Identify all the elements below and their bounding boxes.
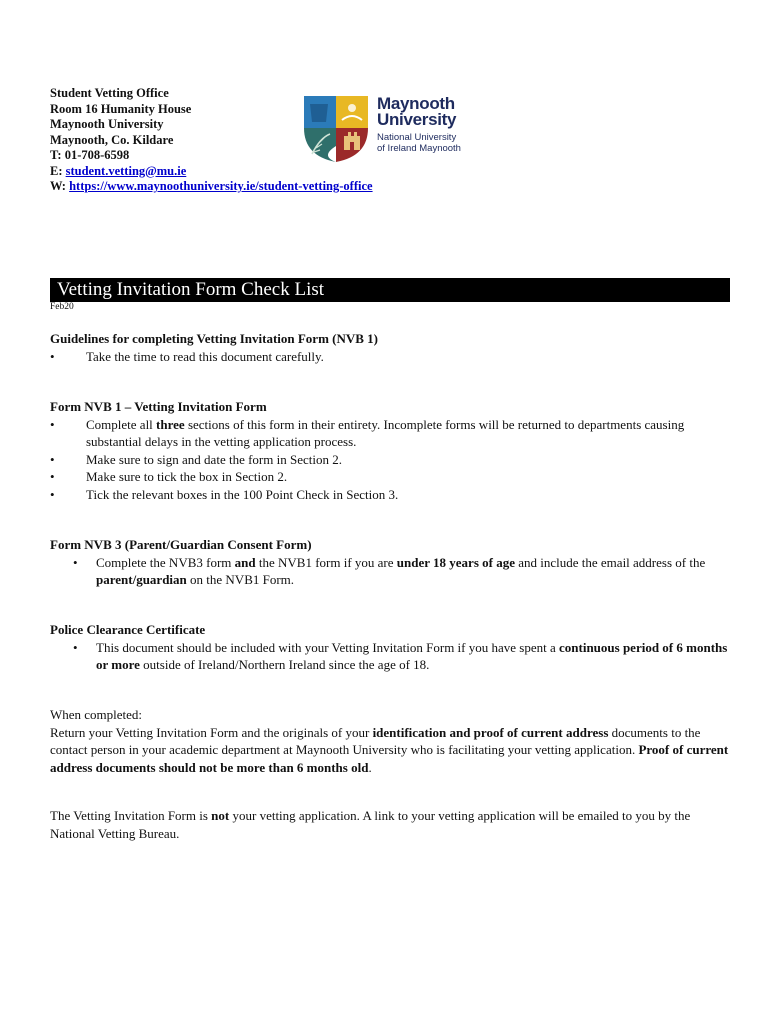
nvb3-heading: Form NVB 3 (Parent/Guardian Consent Form) xyxy=(50,537,312,552)
list-item: • Complete all three sections of this form in their entirety. Incomplete forms will be returned to departments causing substantial delays in the vetting application process. xyxy=(50,416,685,449)
nvb1-heading: Form NVB 1 – Vetting Invitation Form xyxy=(50,399,267,414)
web-line: W: https://www.maynoothuniversity.ie/student-vetting-office xyxy=(50,179,373,193)
bullet-icon: • xyxy=(50,486,55,502)
when-completed-section xyxy=(50,706,730,776)
nvb3-section xyxy=(50,536,730,589)
list-item: • Take the time to read this document carefully. xyxy=(50,348,324,364)
list-item: • Make sure to sign and date the form in Section 2. xyxy=(50,451,342,467)
page-title: Vetting Invitation Form Check List xyxy=(57,279,325,300)
office-name: Student Vetting Office xyxy=(50,86,169,100)
bullet-icon: • xyxy=(50,451,55,467)
bullet-icon: • xyxy=(50,469,55,484)
bullet-icon: • xyxy=(73,554,78,570)
bullet-icon: • xyxy=(50,348,55,364)
website-link[interactable]: https://www.maynoothuniversity.ie/student-vetting-office xyxy=(69,179,373,193)
room: Room 16 Humanity House xyxy=(50,101,192,116)
maynooth-logo xyxy=(302,94,477,164)
completed-label: When completed: xyxy=(50,707,143,722)
crest-shield-icon xyxy=(302,94,370,164)
email-link[interactable]: student.vetting@mu.ie xyxy=(65,163,187,178)
list-item: • Make sure to tick the box in Section 2. xyxy=(50,469,288,484)
university-name: Maynooth University xyxy=(50,117,164,131)
guidelines-heading: Guidelines for completing Vetting Invitation Form (NVB 1) xyxy=(50,331,379,346)
revision-date: Feb20 xyxy=(50,302,74,312)
town: Maynooth, Co. Kildare xyxy=(50,132,174,147)
logo-wordmark: Maynooth University National University of Ireland Maynooth xyxy=(377,94,461,154)
title-bar xyxy=(50,278,730,302)
bullet-icon: • xyxy=(50,416,55,432)
guidelines-section xyxy=(50,330,730,365)
completed-instructions: Return your Vetting Invitation Form and the originals of your identification and proof of current address documents to the contact person in your academic department at Maynooth University who is facilitating your vetting application. Proof of current address documents should not be more than 6 months old. xyxy=(50,724,729,775)
list-item: • This document should be included with your Vetting Invitation Form if you have spent a continuous period of 6 months or more outside of Ireland/Northern Ireland since the age of 18. xyxy=(73,639,728,672)
police-heading: Police Clearance Certificate xyxy=(50,622,206,637)
police-clearance-section xyxy=(50,621,730,674)
bullet-icon: • xyxy=(73,639,78,655)
nvb1-section xyxy=(50,398,730,503)
email-line: E: student.vetting@mu.ie xyxy=(50,163,187,178)
phone: T: 01-708-6598 xyxy=(50,148,130,162)
list-item: • Complete the NVB3 form and the NVB1 form if you are under 18 years of age and include the email address of the parent/guardian on the NVB1 Form. xyxy=(73,554,706,587)
closing-note: The Vetting Invitation Form is not your vetting application. A link to your vetting application will be emailed to you by the National Vetting Bureau. xyxy=(50,808,691,841)
list-item: • Tick the relevant boxes in the 100 Point Check in Section 3. xyxy=(50,486,399,502)
